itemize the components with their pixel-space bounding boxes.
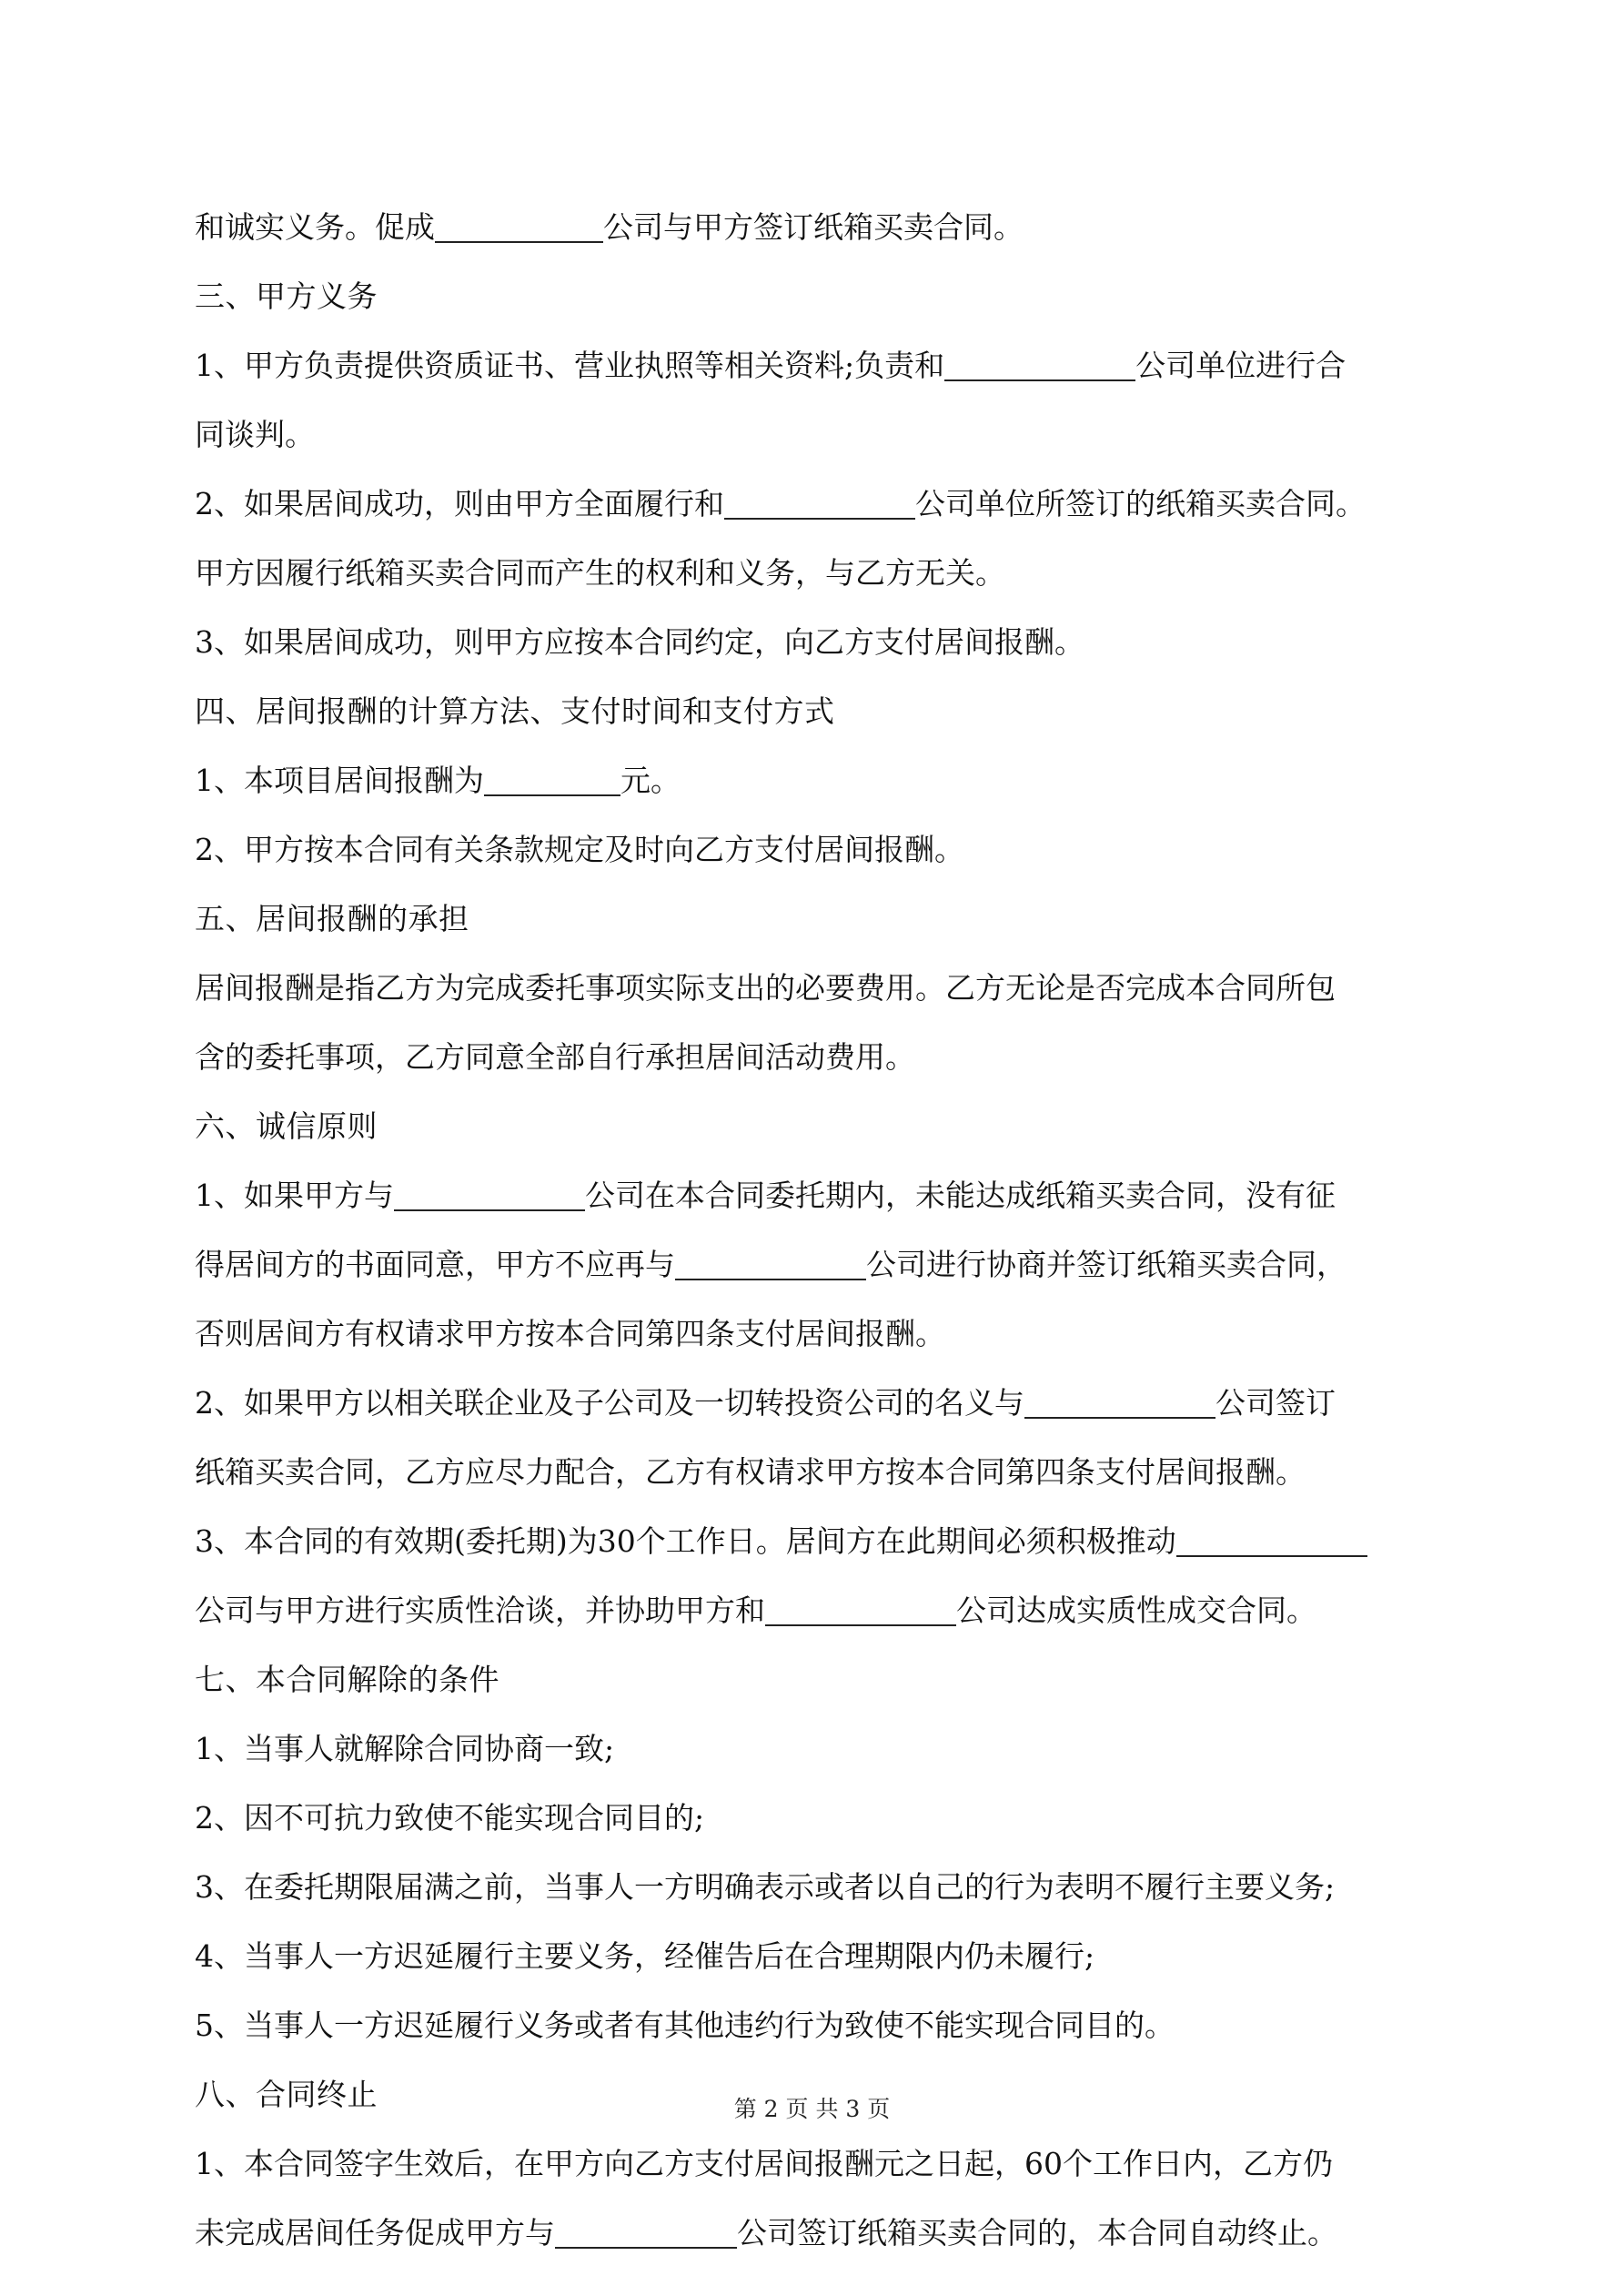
- fill-in-blank: [944, 343, 1135, 381]
- text-segment: 2、甲方按本合同有关条款规定及时向乙方支付居间报酬。: [195, 832, 964, 867]
- text-segment: 未完成居间任务促成甲方与: [195, 2215, 555, 2250]
- fill-in-blank: [435, 205, 603, 243]
- text-segment: 否则居间方有权请求甲方按本合同第四条支付居间报酬。: [195, 1316, 945, 1351]
- text-line: [195, 755, 1434, 824]
- text-segment: 1、本项目居间报酬为: [195, 763, 484, 798]
- fill-in-blank: [555, 2210, 737, 2249]
- text-segment: 1、本合同签字生效后，在甲方向乙方支付居间报酬元之日起，60个工作日内，乙方仍: [195, 2146, 1333, 2181]
- fill-in-blank: [394, 1173, 585, 1211]
- text-segment: 元。: [620, 763, 681, 798]
- text-segment: 3、本合同的有效期(委托期)为30个工作日。居间方在此期间必须积极推动: [195, 1523, 1176, 1559]
- page-indicator: 第 2 页 共 3 页: [733, 2096, 891, 2122]
- text-segment: 5、当事人一方迟延履行义务或者有其他违约行为致使不能实现合同目的。: [195, 2008, 1175, 2043]
- text-segment: 同谈判。: [195, 417, 315, 452]
- text-segment: 公司单位进行合: [1135, 348, 1347, 383]
- section-heading: [195, 1654, 1434, 1724]
- section-heading: [195, 894, 1434, 963]
- heading-text: 四、居间报酬的计算方法、支付时间和支付方式: [195, 693, 835, 729]
- text-segment: 3、如果居间成功，则甲方应按本合同约定，向乙方支付居间报酬。: [195, 624, 1084, 660]
- heading-text: 五、居间报酬的承担: [195, 901, 469, 936]
- text-segment: 公司签订: [1215, 1385, 1336, 1421]
- section-heading: [195, 271, 1434, 340]
- text-line: [195, 1378, 1434, 1447]
- text-segment: 公司进行协商并签订纸箱买卖合同，: [866, 1247, 1347, 1282]
- text-line: [195, 824, 1434, 894]
- text-line: [195, 1032, 1434, 1101]
- text-segment: 公司在本合同委托期内，未能达成纸箱买卖合同，没有征: [585, 1178, 1336, 1213]
- text-line: [195, 1170, 1434, 1239]
- text-segment: 公司签订纸箱买卖合同的，本合同自动终止。: [737, 2215, 1337, 2250]
- text-line: [195, 1585, 1434, 1654]
- text-line: [195, 1793, 1434, 1862]
- text-segment: 3、在委托期限届满之前，当事人一方明确表示或者以自己的行为表明不履行主要义务;: [195, 1869, 1336, 1905]
- text-segment: 纸箱买卖合同，乙方应尽力配合，乙方有权请求甲方按本合同第四条支付居间报酬。: [195, 1454, 1306, 1490]
- fill-in-blank: [1024, 1381, 1215, 1419]
- text-line: [195, 1516, 1434, 1585]
- text-segment: 甲方因履行纸箱买卖合同而产生的权利和义务，与乙方无关。: [195, 555, 1005, 591]
- text-line: [195, 1724, 1434, 1793]
- text-segment: 2、因不可抗力致使不能实现合同目的;: [195, 1800, 705, 1836]
- text-line: [195, 2139, 1434, 2208]
- heading-text: 七、本合同解除的条件: [195, 1662, 499, 1697]
- fill-in-blank: [484, 758, 620, 796]
- text-line: [195, 1239, 1434, 1309]
- text-segment: 公司达成实质性成交合同。: [956, 1593, 1316, 1628]
- fill-in-blank: [1176, 1519, 1367, 1557]
- text-line: [195, 1447, 1434, 1516]
- text-segment: 含的委托事项，乙方同意全部自行承担居间活动费用。: [195, 1039, 915, 1075]
- text-segment: 4、当事人一方迟延履行主要义务，经催告后在合理期限内仍未履行;: [195, 1938, 1095, 1974]
- text-line: [195, 202, 1434, 271]
- text-line: [195, 548, 1434, 617]
- text-segment: 1、如果甲方与: [195, 1178, 394, 1213]
- document-body: [195, 202, 1434, 2277]
- text-line: [195, 2208, 1434, 2277]
- text-segment: 得居间方的书面同意，甲方不应再与: [195, 1247, 675, 1282]
- section-heading: [195, 1101, 1434, 1170]
- text-segment: 公司单位所签订的纸箱买卖合同。: [915, 486, 1366, 521]
- text-segment: 公司与甲方进行实质性洽谈，并协助甲方和: [195, 1593, 765, 1628]
- text-line: [195, 1309, 1434, 1378]
- text-line: [195, 963, 1434, 1032]
- text-line: [195, 617, 1434, 686]
- text-line: [195, 1931, 1434, 2000]
- heading-text: 八、合同终止: [195, 2077, 378, 2112]
- text-segment: 1、甲方负责提供资质证书、营业执照等相关资料;负责和: [195, 348, 945, 383]
- fill-in-blank: [675, 1242, 866, 1280]
- text-line: [195, 2000, 1434, 2069]
- text-line: [195, 340, 1434, 410]
- fill-in-blank: [765, 1588, 956, 1626]
- text-segment: 和诚实义务。促成: [195, 209, 435, 245]
- text-segment: 公司与甲方签订纸箱买卖合同。: [603, 209, 1024, 245]
- text-segment: 居间报酬是指乙方为完成委托事项实际支出的必要费用。乙方无论是否完成本合同所包: [195, 970, 1336, 1006]
- heading-text: 三、甲方义务: [195, 278, 378, 314]
- text-line: [195, 410, 1434, 479]
- text-segment: 2、如果居间成功，则由甲方全面履行和: [195, 486, 724, 521]
- fill-in-blank: [724, 481, 915, 520]
- text-segment: 1、当事人就解除合同协商一致;: [195, 1731, 615, 1766]
- text-segment: 2、如果甲方以相关联企业及子公司及一切转投资公司的名义与: [195, 1385, 1024, 1421]
- section-heading: [195, 686, 1434, 755]
- text-line: [195, 479, 1434, 548]
- text-line: [195, 1862, 1434, 1931]
- heading-text: 六、诚信原则: [195, 1108, 378, 1144]
- page-number-footer: [0, 2091, 1624, 2128]
